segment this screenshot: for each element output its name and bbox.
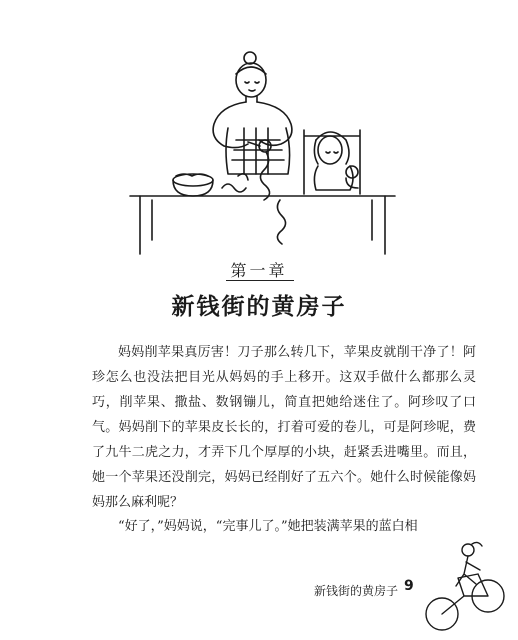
- mother-peeling-apples-illustration: [0, 0, 518, 255]
- chapter-underline: [226, 280, 294, 281]
- running-footer-title: 新钱街的黄房子: [313, 584, 398, 598]
- page-number: 9: [404, 578, 414, 594]
- body-paragraph-2: “好了，”妈妈说，“完事儿了。”她把装满苹果的蓝白相: [118, 519, 418, 534]
- cyclist-illustration: [420, 540, 510, 635]
- body-paragraph-1: 妈妈削苹果真厉害！刀子那么转几下，苹果皮就削干净了！阿珍怎么也没法把目光从妈妈的手上移开。这双手做什么都那么灵巧，削苹果、撒盐、数钢镚儿，简直把她给迷住了。阿珍叹了口气。妈妈削下的苹果皮长长的，打着可爱的卷儿，可是阿珍呢，费了九牛二虎之力，才弄下几个厚厚的小块，赶紧丢进嘴里。而且，她一个苹果还没削完，妈妈已经削好了五六个。她什么时候能像妈妈那么麻利呢？: [92, 345, 476, 510]
- chapter-label: 第一章: [230, 261, 288, 280]
- chapter-title: 新钱街的黄房子: [171, 294, 347, 320]
